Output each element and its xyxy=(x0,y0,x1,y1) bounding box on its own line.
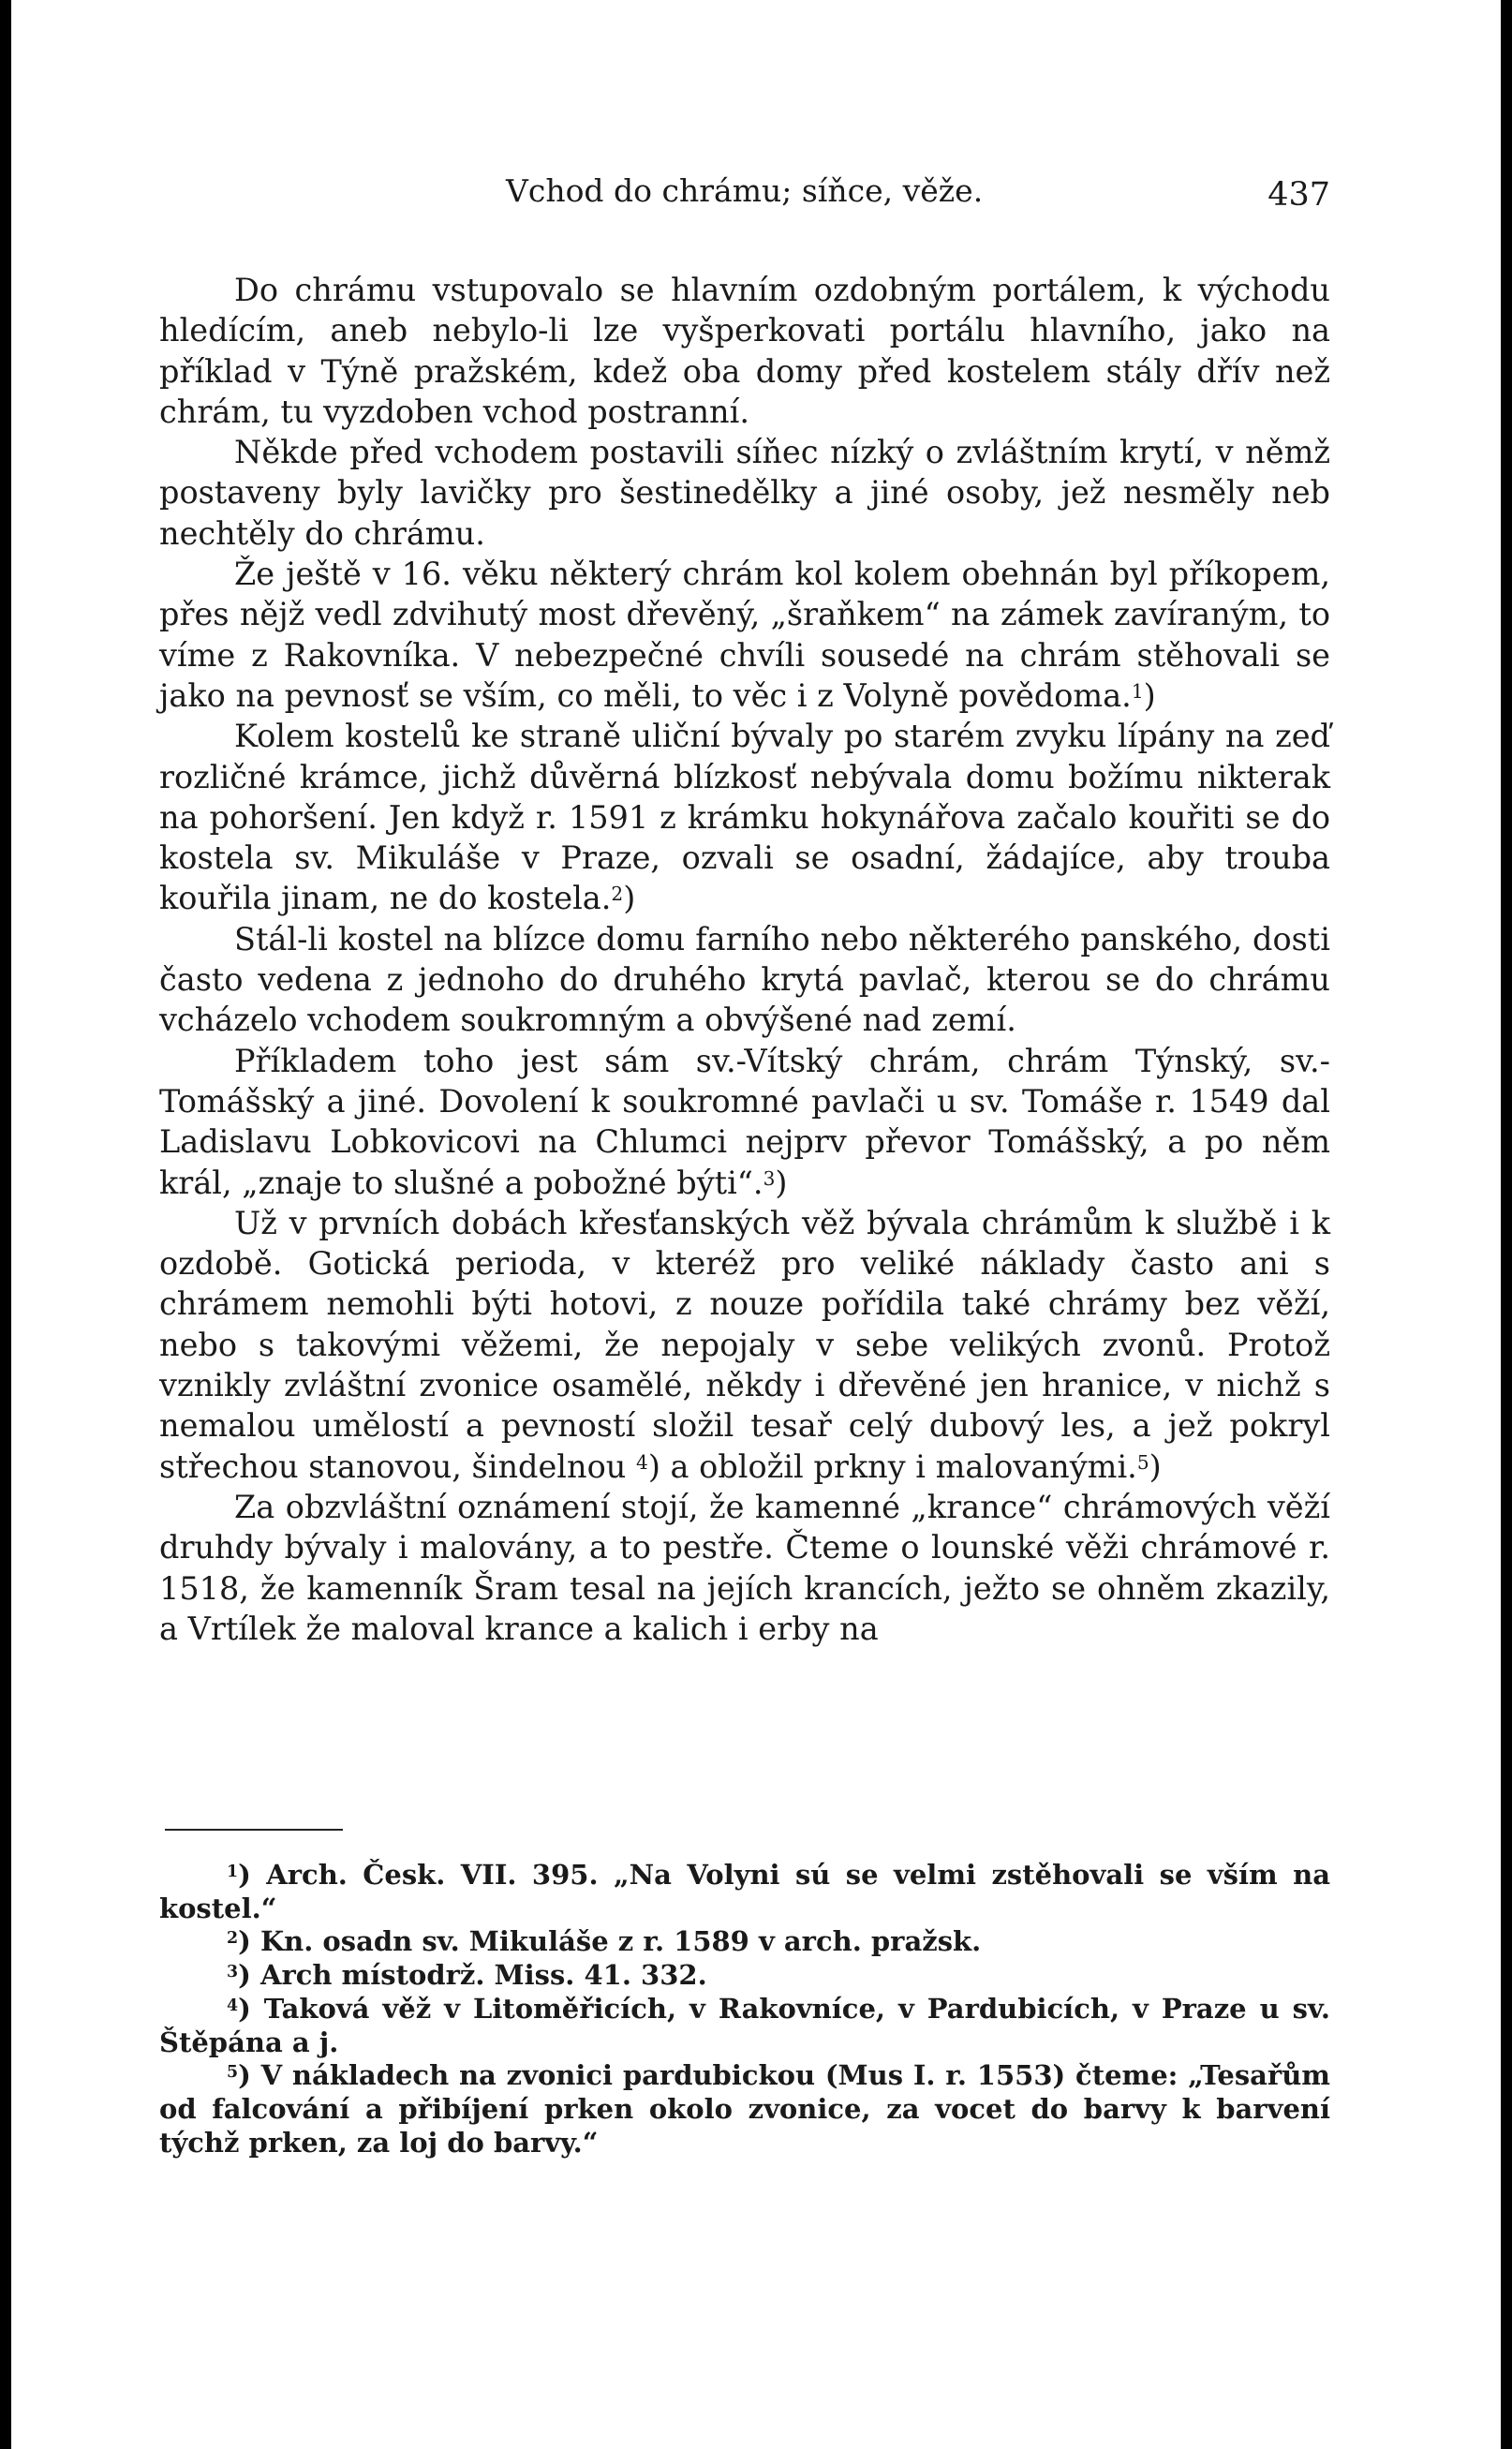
footnote: $^4$) Taková věž v Litoměřicích, v Rakovníce, v Pardubicích, v Praze u sv. Štěpána a j. xyxy=(159,1992,1330,2058)
footnote-text: Kn. osadn sv. Mikuláše z r. 1589 v arch. pražsk. xyxy=(259,1925,982,1958)
footnote-reference: 2 xyxy=(611,883,624,906)
running-head: Vchod do chrámu; síňce, věže. xyxy=(506,172,984,209)
footnote-reference: 4 xyxy=(636,1450,648,1474)
footnote-text: Arch místodrž. Miss. 41. 332. xyxy=(259,1959,707,1992)
paragraph-text: Do chrámu vstupovalo se hlavním ozdobným portálem, k východu hledícím, aneb nebylo-li lze vyšperkovati portálu hlavního, jako na příklad v Týně pražském, kdež oba domy před kostelem stály dřív než chrám, tu vyzdoben vchod postranní. xyxy=(159,272,1330,430)
paragraph: Že ještě v 16. věku některý chrám kol kolem obehnán byl příkopem, přes nějž vedl zdvihutý most dřevěný, „šraňkem“ na zámek zavíraným, to víme z Rakovníka. V nebezpečné chvíli sousedé na chrám stěhovali se jako na pevnosť se vším, co měli, to věc i z Volyně povědoma.$^1$) xyxy=(159,556,1330,714)
footnote: $^5$) V nákladech na zvonici pardubickou (Mus I. r. 1553) čteme: „Tesařům od falcování a přibíjení prken okolo zvonice, za vocet do barvy k barvení týchž prken, za loj do barvy.“ xyxy=(159,2059,1330,2159)
footnote-reference: 5 xyxy=(1136,1450,1149,1474)
scan-border-left xyxy=(0,0,11,2449)
paragraph-text: Za obzvláštní oznámení stojí, že kamenné „krance“ chrámových věží druhdy bývaly i malovány, a to pestře. Čteme o lounské věži chrámové r. 1518, že kamenník Šram tesal na jejích krancích, ježto se ohněm zkazily, a Vrtílek že maloval krance a kalich i erby na xyxy=(159,1488,1330,1647)
paragraph: Kolem kostelů ke straně uliční bývaly po starém zvyku lípány na zeď rozličné krámce, jichž důvěrná blízkosť nebývala domu božímu nikterak na pohoršení. Jen když r. 1591 z krámku hokynářova začalo kouřiti se do kostela sv. Mikuláše v Praze, ozvali se osadní, žádajíce, aby trouba kouřila jinam, ne do kostela.$^2$) xyxy=(159,718,1330,917)
paragraph xyxy=(159,432,1330,554)
page-number: 437 xyxy=(1267,176,1330,214)
footnote-mark: 1 xyxy=(227,1863,239,1882)
paragraph xyxy=(159,919,1330,1041)
footnote-text: V nákladech na zvonici pardubickou (Mus I. r. 1553) čteme: „Tesařům od falcování a přibíjení prken okolo zvonice, za vocet do barvy k barvení týchž prken, za loj do barvy.“ xyxy=(159,2059,1330,2159)
paragraph-text: Že ještě v 16. věku některý chrám kol kolem obehnán byl příkopem, přes nějž vedl zdvihutý most dřevěný, „šraňkem“ na zámek zavíraným, to víme z Rakovníka. V nebezpečné chvíli sousedé na chrám stěhovali se jako na pevnosť se vším, co měli, to věc i z Volyně povědoma. xyxy=(159,556,1330,714)
footnote-text: Taková věž v Litoměřicích, v Rakovníce, v Pardubicích, v Praze u sv. Štěpána a j. xyxy=(159,1992,1330,2058)
body-text xyxy=(159,270,1330,1649)
paragraph xyxy=(159,270,1330,432)
paragraph-text: Někde před vchodem postavili síňec nízký o zvláštním krytí, v němž postaveny byly lavičky pro šestinedělky a jiné osoby, jež nesměly neb nechtěly do chrámu. xyxy=(159,434,1330,552)
scan-border-right xyxy=(1501,0,1512,2449)
footnote-mark: 5 xyxy=(227,2063,239,2083)
footnote-mark: 3 xyxy=(227,1963,239,1982)
footnote: $^2$) Kn. osadn sv. Mikuláše z r. 1589 v arch. pražsk. xyxy=(227,1925,982,1958)
paragraph: Příkladem toho jest sám sv.-Vítský chrám, chrám Týnský, sv.-Tomášský a jiné. Dovolení k soukromné pavlači u sv. Tomáše r. 1549 dal Ladislavu Lobkovicovi na Chlumci nejprv převor Tomášský, a po něm král, „znaje to slušné a pobožné býti“.$^3$) xyxy=(159,1042,1330,1201)
footnote-reference: 3 xyxy=(763,1166,776,1190)
paragraph-text: Stál-li kostel na blízce domu farního nebo některého panského, dosti často vedena z jednoho do druhého krytá pavlač, kterou se do chrámu vcházelo vchodem soukromným a obvýšené nad zemí. xyxy=(159,920,1330,1039)
paragraph xyxy=(159,1487,1330,1649)
footnote-mark: 4 xyxy=(227,1996,239,2015)
footnotes xyxy=(159,1859,1330,2160)
footnote: $^3$) Arch místodrž. Miss. 41. 332. xyxy=(227,1959,707,1992)
paragraph-text: a obložil prkny i malovanými. xyxy=(660,1447,1137,1485)
footnote-mark: 2 xyxy=(227,1929,239,1949)
footnote-reference: 1 xyxy=(1131,679,1144,703)
paragraph: Už v prvních dobách křesťanských věž bývala chrámům k službě i k ozdobě. Gotická perioda, v kteréž pro veliké náklady často ani s chrámem nemohli býti hotovi, z nouze pořídila také chrámy bez věží, nebo s takovými věžemi, že nepojaly v sebe velikých zvonů. Protož vznikly zvláštní zvonice osamělé, někdy i dřevěné jen hranice, v nichž s nemalou umělostí a pevností složil tesař celý dubový les, a jež pokryl střechou stanovou, šindelnou $^4$) a obložil prkny i malovanými.$^5$) xyxy=(159,1204,1330,1485)
paragraph-text: Kolem kostelů ke straně uliční bývaly po starém zvyku lípány na zeď rozličné krámce, jichž důvěrná blízkosť nebývala domu božímu nikterak na pohoršení. Jen když r. 1591 z krámku hokynářova začalo kouřiti se do kostela sv. Mikuláše v Praze, ozvali se osadní, žádajíce, aby trouba kouřila jinam, ne do kostela. xyxy=(159,718,1330,917)
footnote: $^1$) Arch. Česk. VII. 395. „Na Volyni sú se velmi zstěhovali se vším na kostel.“ xyxy=(159,1859,1330,1924)
paragraph-text: Už v prvních dobách křesťanských věž bývala chrámům k službě i k ozdobě. Gotická perioda, v kteréž pro veliké náklady často ani s chrámem nemohli býti hotovi, z nouze pořídila také chrámy bez věží, nebo s takovými věžemi, že nepojaly v sebe velikých zvonů. Protož vznikly zvláštní zvonice osamělé, někdy i dřevěné jen hranice, v nichž s nemalou umělostí a pevností složil tesař celý dubový les, a jež pokryl střechou stanovou, šindelnou xyxy=(159,1204,1330,1485)
paragraph-text: Příkladem toho jest sám sv.-Vítský chrám, chrám Týnský, sv.-Tomášský a jiné. Dovolení k soukromné pavlači u sv. Tomáše r. 1549 dal Ladislavu Lobkovicovi na Chlumci nejprv převor Tomášský, a po něm král, „znaje to slušné a pobožné býti“. xyxy=(159,1042,1330,1201)
footnote-text: Arch. Česk. VII. 395. „Na Volyni sú se velmi zstěhovali se vším na kostel.“ xyxy=(159,1859,1330,1924)
footnote-divider xyxy=(165,1829,343,1831)
page-header xyxy=(159,172,1330,229)
